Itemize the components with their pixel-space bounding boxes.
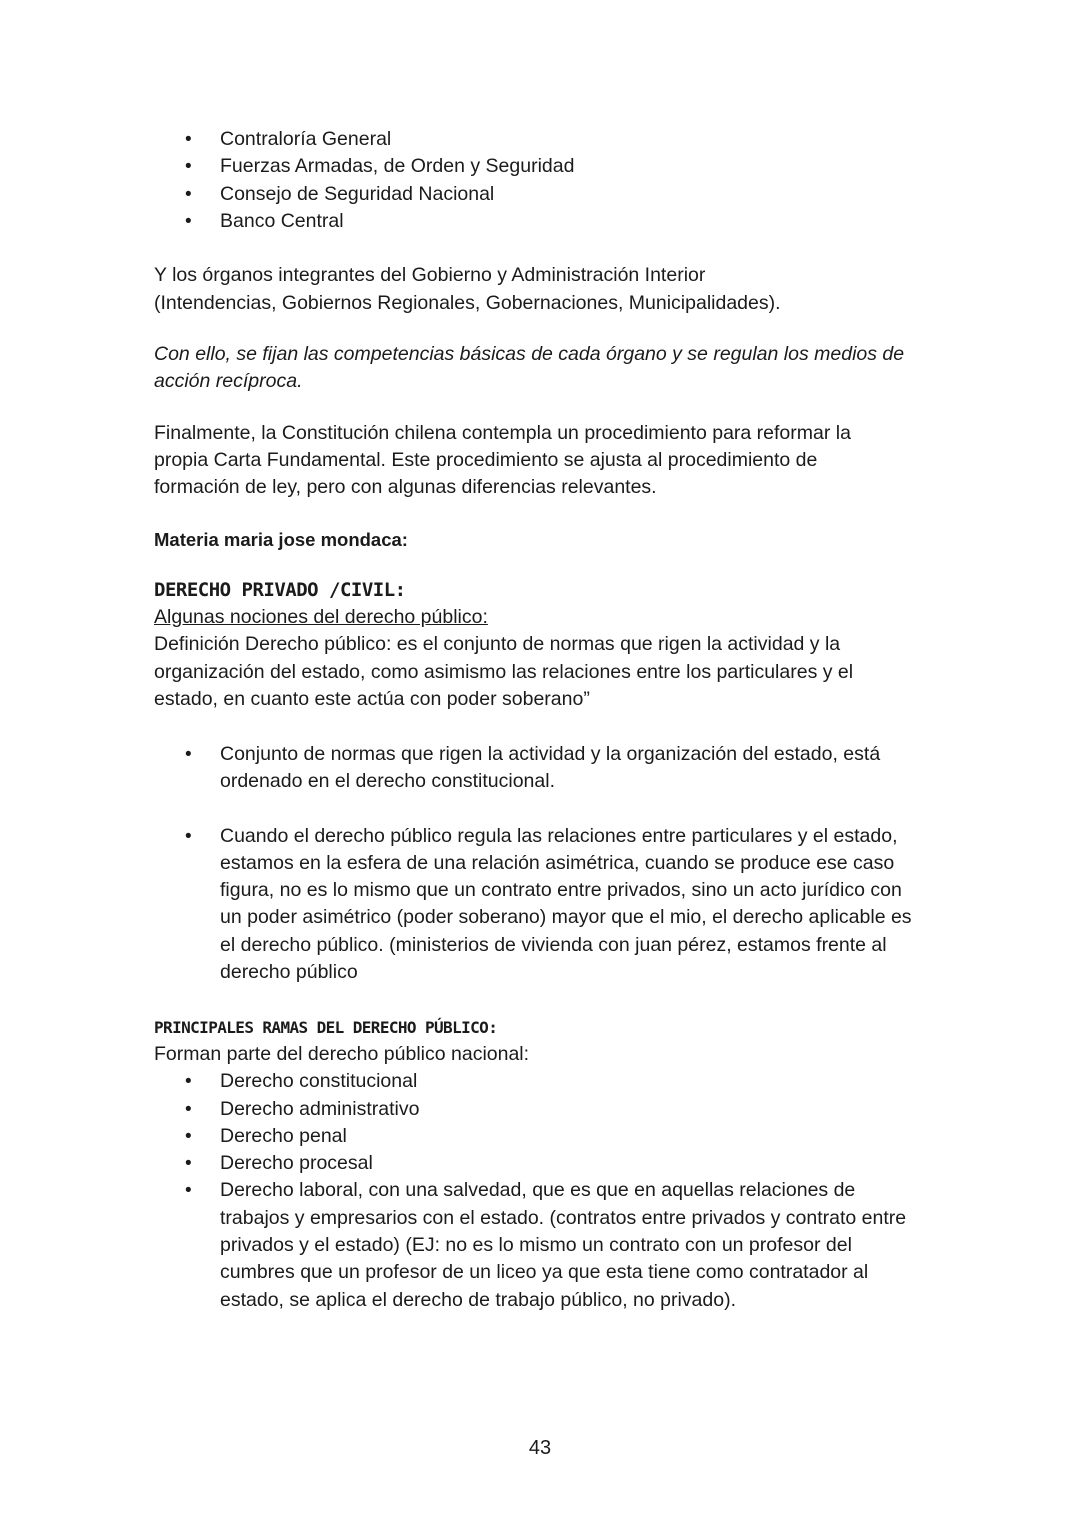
ramas-intro: Forman parte del derecho público nacional: [154, 1042, 530, 1065]
ramas-list [154, 1068, 934, 1314]
list-item: • Cuando el derecho público regula las relaciones entre particulares y el estado, estamos en la esfera de una relación asimétrica, cuando se produce ese caso figura, no es lo mismo que un contrato entre privados, sino un acto jurídico con un poder asimétrico (poder soberano) mayor que el mio, el derecho aplicable es el derecho público. (ministerios de vivienda con juan pérez, estamos frente al derecho público [154, 823, 925, 987]
organs-list [154, 126, 934, 235]
list-item: • Derecho laboral, con una salvedad, que es que en aquellas relaciones de trabajos y empresarios con el estado. (contratos entre privados y contrato entre privados y el estado) (EJ: no es lo mismo un contrato con un profesor del cumbres que un profesor de un liceo ya que esta tiene como contratador al estado, se aplica el derecho de trabajo público, no privado). [154, 1177, 925, 1313]
spacer [154, 235, 934, 262]
spacer [154, 553, 934, 577]
list-item: • Contraloría General [154, 126, 934, 153]
list-item: • Consejo de Seguridad Nacional [154, 181, 934, 208]
definition-paragraph: Definición Derecho público: es el conjunto de normas que rigen la actividad y la organización del estado, como asimismo las relaciones entre los particulares y el estado, en cuanto este actúa con poder soberano” [154, 633, 854, 711]
list-item: • Conjunto de normas que rigen la actividad y la organización del estado, está ordenado en el derecho constitucional. [154, 741, 920, 796]
list-item: • Derecho penal [154, 1123, 934, 1150]
spacer [154, 986, 934, 1013]
paragraph-line: (Intendencias, Gobiernos Regionales, Gobernaciones, Municipalidades). [154, 291, 781, 314]
paragraph-finalmente: Finalmente, la Constitución chilena contempla un procedimiento para reformar la propia Carta Fundamental. Este procedimiento se ajusta al procedimiento de formación de ley, pero con algunas diferencias relevantes. [154, 421, 851, 499]
section-heading-ramas: PRINCIPALES RAMAS DEL DERECHO PÚBLICO: [154, 1017, 498, 1037]
spacer [154, 713, 934, 740]
list-item: • Derecho administrativo [154, 1096, 934, 1123]
list-item: • Fuerzas Armadas, de Orden y Seguridad [154, 153, 934, 180]
section-heading-privado: DERECHO PRIVADO /CIVIL: [154, 578, 406, 601]
page-content [154, 126, 934, 1314]
paragraph-organos [154, 262, 934, 317]
privado-bullets [154, 741, 934, 987]
spacer [154, 502, 934, 526]
list-item: • Derecho procesal [154, 1150, 934, 1177]
spacer [154, 317, 934, 341]
section-subheading: Algunas nociones del derecho público: [154, 606, 488, 629]
paragraph-line: Y los órganos integrantes del Gobierno y Administración Interior [154, 264, 706, 287]
page-number: 43 [528, 1437, 552, 1459]
list-item: • Banco Central [154, 208, 934, 235]
spacer [154, 396, 934, 420]
paragraph-competencias: Con ello, se fijan las competencias básicas de cada órgano y se regulan los medios de acción recíproca. [154, 343, 905, 393]
list-item: • Derecho constitucional [154, 1068, 934, 1095]
materia-label: Materia maria jose mondaca: [154, 528, 408, 550]
